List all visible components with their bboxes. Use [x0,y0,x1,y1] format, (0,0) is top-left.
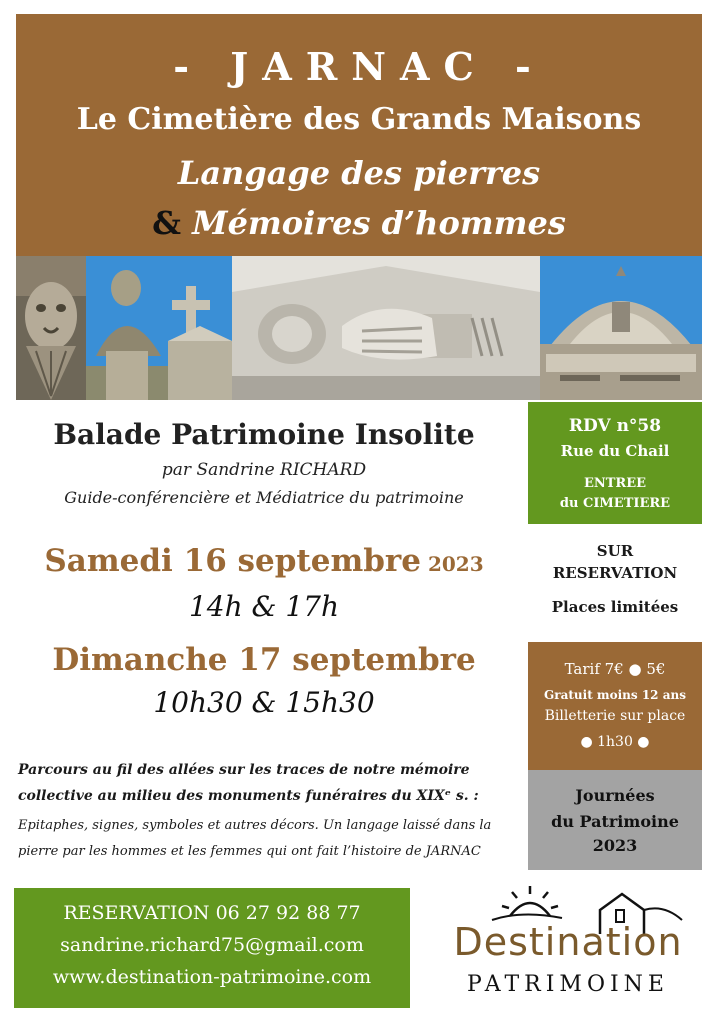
lion-mask-photo [16,256,86,400]
reservation-note-line1: SUR [596,542,634,560]
heritage-days-line1: Journées [575,786,655,805]
guide-role: Guide-conférencière et Médiatrice du patrimoine [64,488,464,507]
free-under-12: Gratuit moins 12 ans [544,688,686,702]
walk-title: Balade Patrimoine Insolite [53,418,475,451]
logo-word-destination: Destination [453,920,683,964]
reservation-note-line2: RESERVATION [552,564,678,582]
ticket-office: Billetterie sur place [544,708,686,724]
subtitle-memories [16,204,702,242]
ampersand: & [152,204,181,242]
subtitle-memories-text: Mémoires d’hommes [181,204,566,242]
date-saturday-day: Samedi 16 septembre [44,543,421,579]
date-saturday-year: 2023 [420,552,484,576]
price: Tarif 7€ ● 5€ [564,660,666,678]
description-line3: Epitaphes, signes, symboles et autres décors. Un langage laissé dans la [18,818,492,833]
guide-name: par Sandrine RICHARD [161,460,367,480]
meeting-point-box [528,402,702,524]
tomb-pediment-photo [540,256,702,400]
photo-strip [16,256,702,400]
main-title: Le Cimetière des Grands Maisons [76,102,642,137]
heritage-days-box [528,770,702,870]
duration: ● 1h30 ● [580,734,650,750]
city-title: - JARNAC - [173,44,545,89]
bust-and-cross-photo [86,256,232,400]
price-box [528,642,702,770]
heritage-days-line2: du Patrimoine [551,812,679,831]
hours-saturday: 14h & 17h [188,590,340,623]
description-line1: Parcours au fil des allées sur les traces de notre mémoire [18,762,470,778]
meeting-entry-line2: du CIMETIERE [559,496,671,511]
reservation-phone[interactable]: RESERVATION 06 27 92 88 77 [63,902,361,924]
date-saturday [14,543,514,579]
meeting-number: RDV n°58 [568,416,662,436]
hours-sunday: 10h30 & 15h30 [153,686,375,719]
description-line2: collective au milieu des monuments funéraires du XIXᵉ s. : [18,788,479,804]
subtitle-stones: Langage des pierres [177,154,541,192]
header-banner [16,14,702,256]
meeting-entry-line1: ENTREE [583,476,647,491]
logo-word-patrimoine: PATRIMOINE [467,972,669,997]
heritage-days-year: 2023 [592,836,638,855]
contact-box [14,888,410,1008]
meeting-street: Rue du Chail [560,442,670,460]
website-link[interactable]: www.destination-patrimoine.com [52,966,372,988]
date-sunday: Dimanche 17 septembre [52,642,476,678]
description-line4: pierre par les hommes et les femmes qui ont fait l’histoire de JARNAC [18,844,481,859]
clasped-hands-relief-photo [232,256,540,400]
destination-patrimoine-logo [432,880,704,1016]
contact-email[interactable]: sandrine.richard75@gmail.com [60,934,364,956]
limited-places: Places limitées [551,598,679,616]
